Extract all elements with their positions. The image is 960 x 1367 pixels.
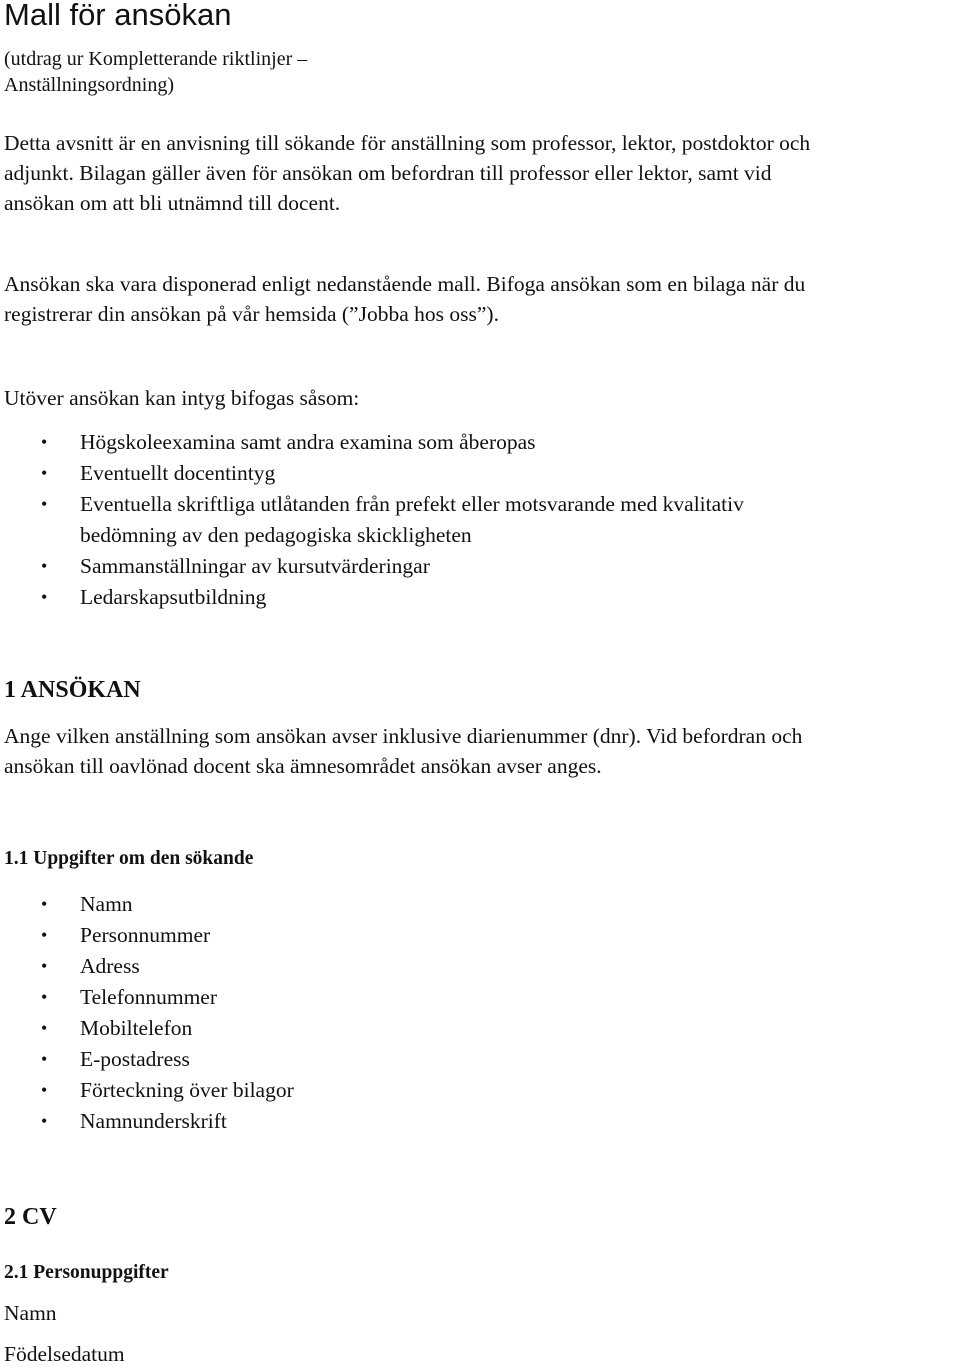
bullet-icon: • bbox=[41, 494, 48, 514]
intro-line: adjunkt. Bilagan gäller även för ansökan om befordran till professor eller lektor, samt vid bbox=[4, 161, 772, 185]
list-item: • Adress bbox=[0, 951, 294, 982]
disposition-paragraph bbox=[4, 269, 805, 329]
subtitle-line: Anställningsordning) bbox=[4, 74, 174, 96]
applicant-list bbox=[0, 889, 294, 1137]
bullet-icon: • bbox=[41, 925, 48, 945]
bullet-icon: • bbox=[41, 1111, 48, 1131]
bullet-icon: • bbox=[41, 432, 48, 452]
list-item: • Personnummer bbox=[0, 920, 294, 951]
list-item: • Ledarskapsutbildning bbox=[0, 582, 744, 613]
list-item: • Eventuellt docentintyg bbox=[0, 458, 744, 489]
intro-paragraph bbox=[4, 128, 810, 218]
intro-line: ansökan om att bli utnämnd till docent. bbox=[4, 191, 341, 215]
bullet-icon: • bbox=[41, 987, 48, 1007]
list-item: • Sammanställningar av kursutvärderingar bbox=[0, 551, 744, 582]
disposition-line: Ansökan ska vara disponerad enligt nedanstående mall. Bifoga ansökan som en bilaga när du bbox=[4, 272, 806, 296]
bullet-icon: • bbox=[41, 1018, 48, 1038]
subtitle-line: (utdrag ur Kompletterande riktlinjer – bbox=[4, 48, 308, 70]
list-item-continuation: bedömning av den pedagogiska skickligheten bbox=[80, 523, 472, 547]
disposition-line: registrerar din ansökan på vår hemsida (”Jobba hos oss”). bbox=[4, 302, 499, 326]
attachments-list bbox=[0, 427, 744, 613]
bullet-icon: • bbox=[41, 587, 48, 607]
bullet-icon: • bbox=[41, 556, 48, 576]
list-item: • Högskoleexamina samt andra examina som åberopas bbox=[0, 427, 744, 458]
document-title: Mall för ansökan bbox=[4, 0, 232, 32]
list-item: • Eventuella skriftliga utlåtanden från prefekt eller motsvarande med kvalitativ bbox=[0, 489, 744, 520]
section-heading-ansokan: 1 ANSÖKAN bbox=[4, 677, 141, 703]
list-item: • Namnunderskrift bbox=[0, 1106, 294, 1137]
subtitle bbox=[4, 46, 307, 98]
section1-paragraph bbox=[4, 721, 802, 781]
section1-line: ansökan till oavlönad docent ska ämnesområdet ansökan avser anges. bbox=[4, 754, 602, 778]
attachments-intro: Utöver ansökan kan intyg bifogas såsom: bbox=[4, 386, 360, 410]
bullet-icon: • bbox=[41, 956, 48, 976]
list-item: • E-postadress bbox=[0, 1044, 294, 1075]
list-item: • Namn bbox=[0, 889, 294, 920]
section-heading-cv: 2 CV bbox=[4, 1204, 57, 1230]
bullet-icon: • bbox=[41, 1049, 48, 1069]
list-item: • Mobiltelefon bbox=[0, 1013, 294, 1044]
field-birthdate: Födelsedatum bbox=[4, 1342, 125, 1366]
intro-line: Detta avsnitt är en anvisning till sökande för anställning som professor, lektor, postdoktor och bbox=[4, 131, 811, 155]
subsection-heading-personal: 2.1 Personuppgifter bbox=[4, 1262, 169, 1283]
bullet-icon: • bbox=[41, 894, 48, 914]
list-item: • Förteckning över bilagor bbox=[0, 1075, 294, 1106]
field-name: Namn bbox=[4, 1301, 57, 1325]
bullet-icon: • bbox=[41, 1080, 48, 1100]
section1-line: Ange vilken anställning som ansökan avser inklusive diarienummer (dnr). Vid befordran och bbox=[4, 724, 803, 748]
subsection-heading-applicant: 1.1 Uppgifter om den sökande bbox=[4, 848, 254, 869]
bullet-icon: • bbox=[41, 463, 48, 483]
list-item: • Telefonnummer bbox=[0, 982, 294, 1013]
